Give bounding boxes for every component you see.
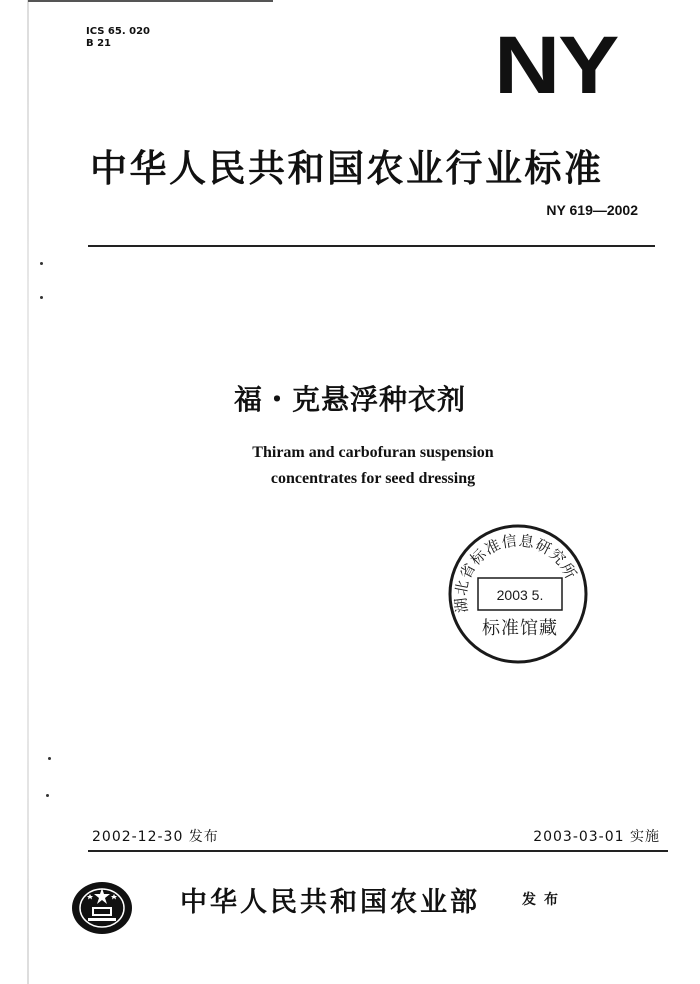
scan-speck	[46, 794, 49, 797]
chinese-title: 福・克悬浮种衣剂	[233, 383, 466, 416]
footer-divider	[88, 850, 668, 852]
library-stamp	[444, 520, 592, 668]
issue-date: 2002-12-30 发布	[92, 829, 219, 845]
stamp-date: 2003 5.	[496, 587, 544, 603]
english-title	[0, 440, 700, 492]
scan-speck	[48, 757, 51, 760]
national-emblem-icon	[70, 880, 134, 936]
ny-logo: NY	[494, 20, 618, 111]
english-title-line-2: concentrates for seed dressing	[270, 470, 476, 487]
issuing-ministry: 中华人民共和国农业部	[180, 887, 480, 918]
publish-label: 发布	[522, 892, 566, 908]
ics-code: ICS 65. 020	[86, 26, 150, 37]
implementation-date: 2003-03-01 实施	[533, 829, 660, 845]
stamp-bottom-text: 标准馆藏	[482, 618, 558, 639]
english-title-line-1: Thiram and carbofuran suspension	[252, 444, 494, 461]
page-left-edge	[27, 0, 29, 984]
standard-number: NY 619—2002	[546, 202, 638, 218]
standard-title: 中华人民共和国农业行业标准	[90, 147, 604, 190]
header-divider	[88, 245, 655, 247]
scan-speck	[40, 296, 43, 299]
page-top-edge	[28, 0, 273, 2]
classification-codes	[86, 26, 150, 50]
scan-speck	[40, 262, 43, 265]
ccs-code: B 21	[86, 38, 112, 49]
stamp-ring-text: 湖北省标准信息研究所	[451, 531, 581, 614]
